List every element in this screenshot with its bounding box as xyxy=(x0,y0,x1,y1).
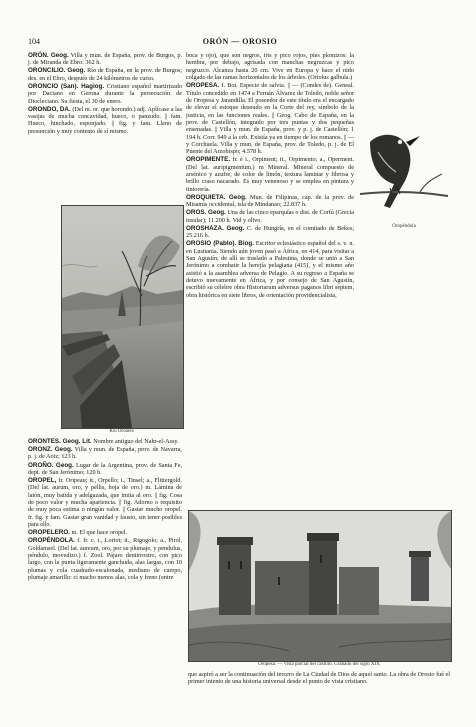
column-1-bottom xyxy=(28,438,182,582)
oriole-bird-illustration xyxy=(360,112,448,222)
dictionary-entry xyxy=(28,446,182,461)
dictionary-entry xyxy=(186,209,354,224)
dictionary-entry xyxy=(28,52,182,67)
entry-headword: ORONCILIO. Geog. xyxy=(28,67,86,75)
dictionary-entry xyxy=(28,477,182,528)
entry-headword: ORONDO, DA. xyxy=(28,105,71,113)
column-2-top xyxy=(186,52,354,300)
entry-headword: OROSIO (Pablo). Biog. xyxy=(186,240,255,248)
entry-definition: Nombre antiguo del Nahr-el-Assy. xyxy=(93,438,179,445)
entry-headword: OROÑO. Geog. xyxy=(28,461,74,469)
entry-definition: Río de España, en la prov. de Burgos; des. en el Ebro, después de 24 kilómetros de curso. xyxy=(28,67,183,82)
entry-definition: (Del m. or. que horondo.) adj. Aplícase a las vasijas de mucha concavidad, hueco, o panzudo. || fam. Hueco, hinchado, esponjado. || fig. y fam. Lleno de presunción y muy contento de sí mismo. xyxy=(28,105,182,135)
entry-definition: boca y ojo), que son negros, iris y pico rojos, pies plomizos: la hembra, por debajo, agrisada con manchas negruzcas y pico negruzco. Alcanza hasta 20 cm. Vive en Europa y hace el nido colgado de las ramas horizontales de los árboles. (Oriolus galbula.) xyxy=(186,52,354,82)
entry-definition: f. fr. c. i., Loriot; it., Rigogolo; a., Pirol, Goldamsel. (Del lat. aureum, oro, por su plumaje, y pendulus, péndulo, movedizo.) f. Zool. Pájaro dentirrostro, con pico largo, con la punta ligeramente ganchuda, alas largas, con 10 plumas y cola cuadrado-escalonada, mediano de cuerpo, plumaje amarillo: cí macho menos alas, cola y freno (entre xyxy=(28,537,182,582)
entry-headword: OROPÉNDOLA. xyxy=(28,537,75,545)
entry-definition: Escritor eclesiástico español del s. v. n. en Lusitania. Siendo aún joven pasó a África, en 414, para visitar a San Agustín; de allí se trasladó a Palestina, donde se unió a San Jerónimo a combatir la herejía pelagiana (415), y el mismo año asistió a la asamblea adversa de Pelagio. A su regreso a España se detuvo nuevamente en África, y por consejo de San Agustín, escribió su célebre obra Historiarum adversus paganos libri septem, obra histórica en siete libros, de orientación providencialista, xyxy=(186,240,354,299)
entry-headword: OROS. Geog. xyxy=(186,209,226,217)
dictionary-entry xyxy=(186,225,354,240)
castle-engraving xyxy=(189,511,451,661)
entry-definition: f. Bot. Especie de salvia. || — (Condes de). Geneal. Título concedido en 1474 a Fernán Álvarez de Toledo, noble señor de Oropesa y Jarandilla. El poseedor de este título era el encargado de elevar el estoque desnudo en la Corte del rey, símbolo de la justicia, en las funciones reales. || Geog. Cabo de España, en la prov. de Castellón, integrado por tres puntas y dos pequeñas ensenadas. || Villa y mun. de España, prov. y p. j. de Castellón; 1 194 h. Corr. 949 a la ceb. Existía ya en tiempo de los romanos. || — y Corchuela. Villa y mun. de España, prov. de Toledo, p. j. de El Puente del Arzobispo; 4.578 h. xyxy=(186,82,354,156)
entry-headword: ORONTES. Geog. Lit. xyxy=(28,438,92,445)
dictionary-entry xyxy=(186,240,354,299)
entry-definition: Cristiano español martirizado por Daciano en Gerona durante la persecución de Diocleciano. Su fiesta, el 30 de enero. xyxy=(28,82,182,105)
entry-definition: Villa y mun. de España, prov. de Burgos, p. j. de Miranda de Ebro: 362 h. xyxy=(28,52,183,67)
dictionary-entry xyxy=(28,529,182,536)
orosio-continuation: que aspiró a ser la continuación del tercero de La Ciudad de Dios de aquel santo. La obra de Orosio fué el primer intento de una historia universal desde el punto de vista cristiano. xyxy=(188,671,450,686)
dictionary-entry xyxy=(28,462,182,477)
dictionary-page xyxy=(28,30,452,708)
entry-headword: OROPELERO. xyxy=(28,529,70,537)
entry-headword: OROPEL, xyxy=(28,477,57,485)
entry-definition: Mun. de Filipinas, cap. de la prov. de Misamis occidental, isla de Mindanao; 22.837 h. xyxy=(186,193,354,209)
entry-headword: OROSHAZA. Geog. xyxy=(186,224,245,232)
entry-definition: Lugar de la Argentina, prov. de Santa Fe, dept. de San Jerónimo; 120 h. xyxy=(28,461,182,476)
dictionary-entry xyxy=(28,67,182,82)
dictionary-entry xyxy=(28,83,182,105)
entry-headword: ORONCIO (San). Hagiog. xyxy=(28,82,105,90)
page-header xyxy=(28,37,452,49)
orontes-river-illustration xyxy=(61,205,184,429)
column-2-bottom xyxy=(188,671,450,686)
bird-engraving xyxy=(360,112,448,222)
entry-headword: ORONZ. Geog. xyxy=(28,446,73,454)
orontes-engraving xyxy=(62,206,183,428)
entry-definition: m. El que hace oropel. xyxy=(71,529,128,537)
entry-definition: fr. é i., Orpiment; it., Orpimento; a., Operment. (Del lat. auripigmentum.) m Mineral. Mineral compuesto de arsénico y azufre, de color de limón, textura laminar y fibrosa y brillo craso nacarado. Es muy venenoso y se emplea en pintura y tintorería. xyxy=(186,156,355,193)
bird-caption: Oropéndola xyxy=(392,224,416,229)
dictionary-entry xyxy=(186,82,354,155)
entry-headword: OROPIMENTE. xyxy=(186,156,231,164)
page-number: 104 xyxy=(28,37,40,46)
dictionary-entry xyxy=(28,438,182,445)
running-title: ORÓN — OROSIO xyxy=(202,37,278,46)
dictionary-entry xyxy=(28,537,182,581)
entry-definition: C. de Hungría, en el comitado de Bekes; 25.216 h. xyxy=(186,224,355,240)
dictionary-entry xyxy=(186,156,354,193)
entry-definition: Villa y mun. de España, prov. de Navarra, p. j. de Aoiz; 123 h. xyxy=(28,446,182,461)
dictionary-entry xyxy=(186,194,354,209)
entry-definition: Una de las cinco eparquías o dist. de Corfú (Grecia insular); 11.200 h. Vid y olivo. xyxy=(186,209,354,224)
entry-definition: fr. Oripeau; it., Orpello; i., Tinsel; a., Flittergold. (Del lat. aurum, oro, y pellis, hoja de oro.) m. Lámina de latón, muy batida y adelgazada, que imita al oro. || fig. Cosa de poco valor y mucha apariencia. || fig. Adorno o requisito de muy poca estima o ningún valor. || Gastar mucho oropel. fr. fig. y fam. Gastar gran vanidad y fausto, sin tener posibles para ello. xyxy=(28,477,182,529)
column-1-top xyxy=(28,52,182,136)
entry-headword: ORÓN. Geog. xyxy=(28,52,69,59)
dictionary-entry xyxy=(186,52,354,81)
entry-headword: OROQUIETA. Geog. xyxy=(186,193,247,201)
orontes-caption: Río Orontes xyxy=(109,429,134,434)
entry-headword: OROPESA. xyxy=(186,82,220,90)
dictionary-entry xyxy=(28,106,182,135)
oropesa-castle-illustration xyxy=(188,510,452,662)
castle-caption: Oropesa. — Vista parcial del castillo. Grabado del siglo XIX xyxy=(258,662,380,667)
